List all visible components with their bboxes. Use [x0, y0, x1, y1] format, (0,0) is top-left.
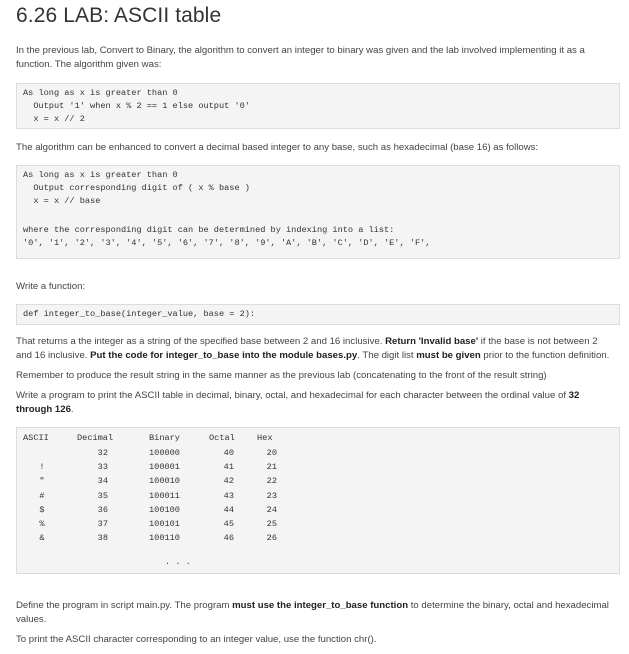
code-block-binary-algorithm: [16, 83, 620, 129]
bold-span: must be given: [416, 350, 481, 361]
table-cell: 38: [97, 533, 108, 544]
table-cell: 100010: [149, 476, 180, 487]
code-line: x = x // 2: [23, 114, 85, 124]
text-span: if the base is not between 2: [478, 336, 598, 347]
table-cell: 43: [223, 490, 234, 501]
text-span: .: [70, 404, 74, 415]
bold-span: must use the integer_to_base function: [232, 600, 409, 611]
bold-span: Put the code for integer_to_base into the module bases.py: [90, 350, 358, 361]
text-span: Define the program in script main.py. The program: [16, 600, 233, 611]
code-line: As long as x is greater than 0: [23, 88, 178, 98]
table-cell: 100101: [149, 519, 180, 529]
table-cell: $: [39, 504, 45, 515]
write-program-paragraph: [16, 389, 616, 417]
table-ellipsis: . . .: [165, 557, 191, 567]
table-cell: 21: [266, 462, 277, 473]
table-cell: 100100: [149, 504, 180, 515]
table-cell: 36: [97, 504, 108, 515]
table-header-ascii: ASCII: [23, 433, 49, 443]
table-cell: 41: [223, 462, 234, 473]
table-cell: 100000: [149, 448, 180, 458]
text-span: prior to the function definition.: [480, 350, 610, 361]
code-line: '0', '1', '2', '3', '4', '5', '6', '7', '8', '9', 'A', 'B', 'C', 'D', 'E', 'F',: [23, 238, 431, 248]
table-header-binary: Binary: [149, 433, 180, 443]
text-span: . The digit list: [357, 350, 417, 361]
table-cell: 40: [223, 448, 234, 458]
code-line: where the corresponding digit can be determined by indexing into a list:: [23, 225, 395, 235]
returns-paragraph: [16, 335, 616, 363]
chr-paragraph: To print the ASCII character corresponding to an integer value, use the function chr().: [16, 634, 377, 645]
table-cell: #: [39, 490, 45, 501]
remember-paragraph: Remember to produce the result string in the same manner as the previous lab (concatenating to the front of the result string): [16, 370, 547, 381]
ascii-table-block: [16, 427, 620, 574]
table-cell: 22: [266, 476, 277, 487]
table-cell: 32: [97, 448, 108, 458]
text-span: and 16 inclusive.: [16, 350, 91, 361]
code-line: Output corresponding digit of ( x % base ): [23, 183, 250, 193]
enhance-paragraph: The algorithm can be enhanced to convert a decimal based integer to any base, such as hexadecimal (base 16) as follows:: [16, 142, 539, 153]
intro-line-1: In the previous lab, Convert to Binary, the algorithm to convert an integer to binary was given and the lab involved implementing it as a: [16, 45, 585, 56]
intro-paragraph: [16, 44, 616, 72]
table-cell: !: [39, 462, 45, 473]
table-cell: 25: [266, 519, 277, 529]
code-line: def integer_to_base(integer_value, base = 2):: [23, 309, 256, 319]
bold-span: Return 'Invalid base': [385, 336, 479, 347]
write-function-label: Write a function:: [16, 281, 86, 292]
bold-span: through 126: [16, 404, 71, 415]
define-paragraph: [16, 599, 616, 627]
table-cell: 45: [223, 519, 234, 529]
code-line: Output '1' when x % 2 == 1 else output '0': [23, 101, 250, 111]
table-cell: 42: [223, 476, 234, 487]
code-block-base-algorithm: [16, 165, 620, 259]
table-cell: 26: [266, 533, 277, 544]
bold-span: 32: [568, 390, 580, 401]
table-cell: 33: [97, 462, 108, 473]
table-cell: 24: [266, 504, 277, 515]
text-span: values.: [16, 614, 47, 625]
intro-line-2: function. The algorithm given was:: [16, 59, 162, 70]
table-cell: 20: [266, 448, 277, 458]
table-cell: %: [39, 519, 45, 529]
table-cell: 34: [97, 476, 108, 487]
text-span: to determine the binary, octal and hexadecimal: [408, 600, 609, 611]
table-cell: 100011: [149, 490, 180, 501]
table-cell: 23: [266, 490, 277, 501]
text-span: That returns a the integer as a string of the specified base between 2 and 16 inclusive.: [16, 336, 386, 347]
table-cell: 100110: [149, 533, 180, 544]
table-header-decimal: Decimal: [77, 433, 114, 443]
code-block-def: [16, 304, 620, 325]
table-cell: &: [39, 533, 45, 544]
table-cell: 100001: [149, 462, 180, 473]
page-title: 6.26 LAB: ASCII table: [16, 4, 222, 27]
table-cell: 44: [223, 504, 234, 515]
text-span: Write a program to print the ASCII table in decimal, binary, octal, and hexadecimal for each character between the ordinal value of: [16, 390, 569, 401]
code-line: x = x // base: [23, 196, 101, 206]
code-line: As long as x is greater than 0: [23, 170, 178, 180]
table-cell: ": [39, 476, 45, 487]
table-header-octal: Octal: [209, 433, 235, 443]
table-cell: 37: [97, 519, 108, 529]
table-header-hex: Hex: [257, 433, 273, 443]
table-cell: 46: [223, 533, 234, 544]
table-cell: 35: [97, 490, 108, 501]
